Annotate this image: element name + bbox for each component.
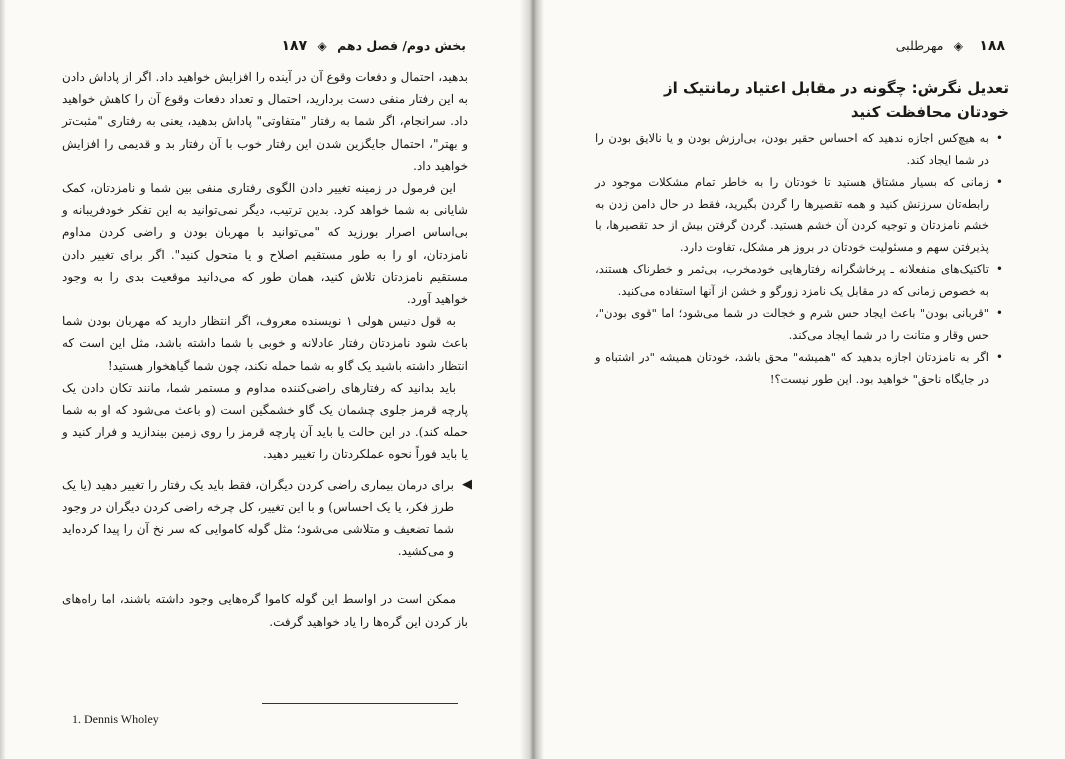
list-item <box>595 259 1003 302</box>
paragraph: باید بدانید که رفتارهای راضی‌کننده مداوم و مستمر شما، مانند تکان دادن یک پارچه قرمز جلوی چشمان یک گاو خشمگین است (و باعث می‌شود که او به شما حمله کند). در این حالت یا باید آن پارچه قرمز را روی زمین بیندازید و فرار کنید و یا باید فوراً نحوه عملکردتان را تغییر دهید. <box>62 380 468 462</box>
list-item-text: "قربانی بودن" باعث ایجاد حس شرم و خجالت در شما می‌شود؛ اما "قوی بودن"، حس وقار و متانت را در شما ایجاد می‌کند. <box>595 306 989 342</box>
footnote: 1. Dennis Wholey <box>72 712 159 726</box>
left-page-header <box>276 38 466 54</box>
page-number: ۱۸۷ <box>281 38 308 54</box>
list-item <box>595 172 1003 258</box>
paragraph: این فرمول در زمینه تغییر دادن الگوی رفتاری منفی بین شما و نامزدتان، کمک شایانی به شما خواهد کرد. بدین ترتیب، دیگر نمی‌توانید به این تفکر خودفریبانه و بی‌اساس اصرار بورزید که "می‌توانید با مهربان بودن و راضی کردن مداوم نامزدتان، او را به طور مستقیم اصلاح و یا متحول کنید". اگر برای تغییر دادن مستقیم نامزدتان تلاش کنید، همان طور که می‌دانید موقعیت بدی را به وجود خواهید آورد. <box>62 181 468 307</box>
arrow-left-icon: ◀ <box>462 476 472 492</box>
bullet-icon: • <box>995 262 1003 276</box>
bullet-icon: • <box>995 131 1003 145</box>
left-body-text <box>62 66 472 633</box>
list-item-text: اگر به نامزدتان اجازه بدهید که "همیشه" محق باشد، خودتان همیشه "در اشتباه و در جایگاه ناحق" خواهید بود. این طور نیست؟! <box>595 350 989 386</box>
running-head-title: مهرطلبی <box>895 38 944 53</box>
arrow-note <box>62 474 472 563</box>
paragraph: بدهید، احتمال و دفعات وقوع آن در آینده را افزایش خواهید داد. اگر از پاداش دادن به این رفتار منفی دست بردارید، احتمال و تعداد دفعات وقوع آن را کاهش خواهید داد. سرانجام، اگر شما به رفتار "متفاوتی" پاداش بدهید، یعنی به رفتاری "مثبت‌تر و بهتر"، احتمال جایگزین شدن این رفتار خوب با آن رفتار بد و قدیمی را افزایش خواهید داد. <box>62 70 468 173</box>
bullet-icon: • <box>995 175 1003 189</box>
left-page <box>0 0 528 759</box>
page-edge <box>0 0 6 759</box>
paragraph: به قول دنیس هولی ۱ نویسنده معروف، اگر انتظار دارید که مهربان بودن شما باعث شود نامزدتان رفتار عادلانه و خوبی با شما داشته باشد، مثل این است که انتظار داشته باشید یک گاو به شما حمله نکند، چون شما گیاهخوار هستید! <box>62 314 468 373</box>
list-item <box>595 347 1003 390</box>
right-page <box>537 0 1065 759</box>
list-item-text: به هیچ‌کس اجازه ندهید که احساس حقیر بودن، بی‌ارزش بودن و یا نالایق بودن را در شما ایجاد کند. <box>595 131 989 167</box>
diamond-icon: ◈ <box>317 39 327 53</box>
page-number: ۱۸۸ <box>979 38 1005 54</box>
bullet-icon: • <box>995 350 1003 364</box>
running-head-section: بخش دوم/ فصل دهم <box>337 38 466 53</box>
arrow-note-text: برای درمان بیماری راضی کردن دیگران، فقط باید یک رفتار را تغییر دهید (یا یک طرز فکر، یا یک احساس) و با این تغییر، کل چرخه راضی کردن دیگران در وجود شما تضعیف و متلاشی می‌شود؛ مثل گوله کاموایی که سر نخ آن را پیدا کرده‌اید و می‌کشید. <box>62 477 454 559</box>
paragraph: ممکن است در اواسط این گوله کاموا گره‌هایی وجود داشته باشند، اما راه‌های باز کردن این گره‌ها را یاد خواهید گرفت. <box>62 592 468 629</box>
right-page-header <box>896 38 1005 54</box>
section-title: تعدیل نگرش: چگونه در مقابل اعتیاد رمانتیک از خودتان محافظت کنید <box>664 79 1009 121</box>
list-item <box>595 303 1003 346</box>
list-item-text: زمانی که بسیار مشتاق هستید تا خودتان را به خاطر تمام مشکلات موجود در رابطه‌تان سرزنش کنید و همه تقصیرها را گردن بگیرید، فقط در حال دامن زدن به خشم نامزدتان و توجیه کردن آن خشم هستید. گردن گرفتن بیش از حد تقصیرها، با پذیرفتن سهم و مسئولیت خودتان در بروز هر مشکل، تفاوت دارد. <box>595 175 989 254</box>
bullet-list <box>595 128 1003 391</box>
list-item-text: تاکتیک‌های منفعلانه ـ پرخاشگرانه رفتارهایی خودمخرب، بی‌ثمر و خطرناک هستند، به خصوص زمانی که در مقابل یک نامزد زورگو و خشن از آنها استفاده می‌کنید. <box>595 262 989 298</box>
bullet-icon: • <box>995 306 1003 320</box>
book-gutter <box>520 0 544 759</box>
diamond-icon: ◈ <box>953 39 963 53</box>
list-item <box>595 128 1003 171</box>
footnote-rule <box>262 703 458 704</box>
